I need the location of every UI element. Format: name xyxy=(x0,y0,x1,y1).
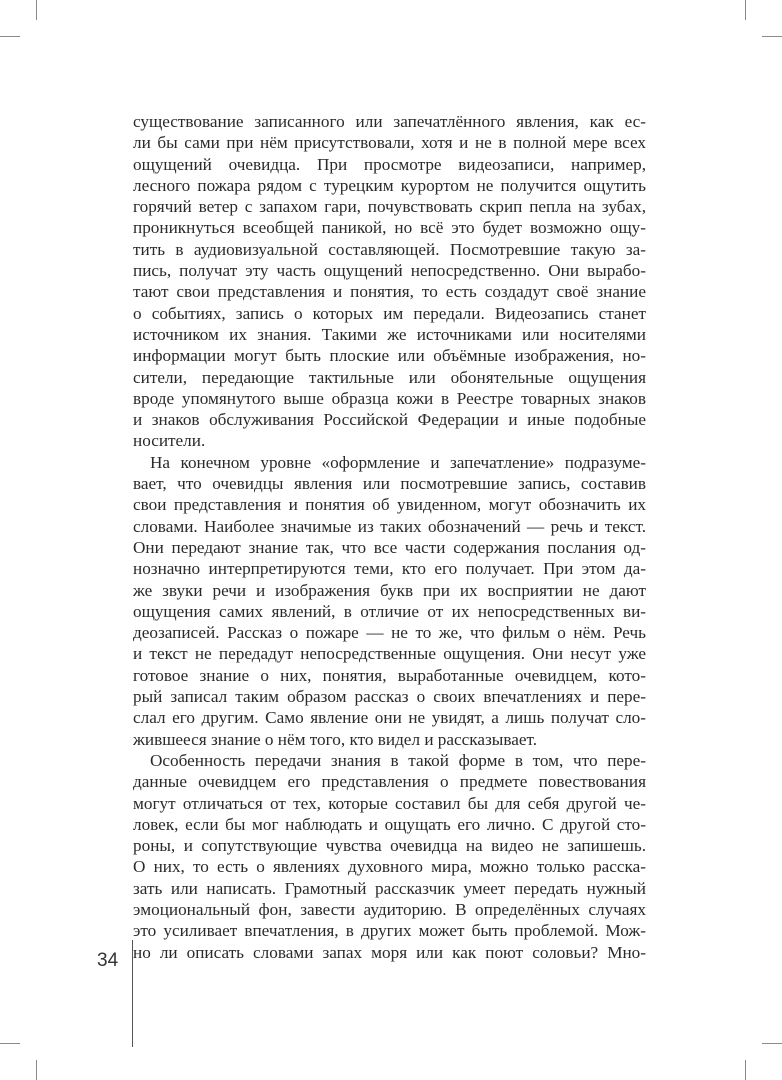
margin-rule xyxy=(132,940,133,1047)
text-line: О них, то есть о явлениях духовного мира, можно только расска- xyxy=(133,857,646,877)
text-line: тают свои представления и понятия, то есть создадут своё знание xyxy=(133,282,646,302)
crop-mark-bottom-right-horizontal xyxy=(762,1043,782,1044)
text-line: зать или написать. Грамотный рассказчик умеет передать нужный xyxy=(133,878,646,898)
text-line: тить в аудиовизуальной составляющей. Посмотревшие такую за- xyxy=(133,239,646,259)
text-line: Особенность передачи знания в такой форме в том, что пере- xyxy=(150,750,646,770)
crop-mark-bottom-right-vertical xyxy=(745,1060,746,1080)
text-line: деозаписей. Рассказ о пожаре — не то же, что фильм о нём. Речь xyxy=(133,623,646,643)
text-line: слал его другим. Само явление они не увидят, а лишь получат сло- xyxy=(133,708,646,728)
text-line: проникнуться всеобщей паникой, но всё это будет возможно ощу- xyxy=(133,218,646,238)
text-line: свои представления и понятия об увиденном, могут обозначить их xyxy=(133,495,646,515)
text-line: нозначно интерпретируются теми, кто его получает. При этом да- xyxy=(133,559,646,579)
body-text xyxy=(133,111,646,963)
text-line: вает, что очевидцы явления или посмотревшие запись, составив xyxy=(133,474,646,494)
text-line: это усиливает впечатления, в других может быть проблемой. Мож- xyxy=(133,921,646,941)
text-line: лесного пожара рядом с турецким курортом не получится ощутить xyxy=(133,175,646,195)
text-line: роны, и сопутствующие чувства очевидца на видео не запишешь. xyxy=(133,836,646,856)
text-line: рый записал таким образом рассказ о своих впечатлениях и пере- xyxy=(133,687,646,707)
crop-mark-top-left-horizontal xyxy=(0,36,20,37)
text-line: носители. xyxy=(133,431,206,451)
crop-mark-bottom-left-vertical xyxy=(36,1060,37,1080)
text-line: ощущения самих явлений, в отличие от их непосредственных ви- xyxy=(133,601,646,621)
crop-mark-top-right-horizontal xyxy=(762,36,782,37)
crop-mark-top-left-vertical xyxy=(36,0,37,20)
text-line: информации могут быть плоские или объёмные изображения, но- xyxy=(133,346,646,366)
text-line: эмоциональный фон, завести аудиторию. В определённых случаях xyxy=(133,899,646,919)
text-line: горячий ветер с запахом гари, почувствовать скрип пепла на зубах, xyxy=(133,197,646,217)
text-line: вроде упомянутого выше образца кожи в Реестре товарных знаков xyxy=(133,388,646,408)
text-line: ловек, если бы мог наблюдать и ощущать его лично. С другой сто- xyxy=(133,814,646,834)
crop-mark-bottom-left-horizontal xyxy=(0,1043,20,1044)
text-line: же звуки речи и изображения букв при их восприятии не дают xyxy=(133,580,646,600)
text-line: жившееся знание о нём того, кто видел и рассказывает. xyxy=(133,729,538,749)
text-line: и знаков обслуживания Российской Федерации и иные подобные xyxy=(133,410,646,430)
text-line: ли бы сами при нём присутствовали, хотя и не в полной мере всех xyxy=(133,133,646,153)
text-line: готовое знание о них, понятия, выработанные очевидцем, кото- xyxy=(133,665,646,685)
page-number: 34 xyxy=(97,950,119,971)
text-line: пись, получат эту часть ощущений непосредственно. Они вырабо- xyxy=(133,261,646,281)
text-line: На конечном уровне «оформление и запечатление» подразуме- xyxy=(150,452,646,472)
text-line: сители, передающие тактильные или обонятельные ощущения xyxy=(133,367,646,387)
text-line: существование записанного или запечатлённого явления, как ес- xyxy=(133,112,646,131)
text-line: словами. Наиболее значимые из таких обозначений — речь и текст. xyxy=(133,516,646,536)
text-line: но ли описать словами запах моря или как поют соловьи? Мно- xyxy=(133,942,646,962)
text-line: могут отличаться от тех, которые составил бы для себя другой че- xyxy=(133,793,646,813)
text-line: Они передают знание так, что все части содержания послания од- xyxy=(133,537,646,557)
text-line: о событиях, запись о которых им передали. Видеозапись станет xyxy=(133,303,646,323)
text-line: ощущений очевидца. При просмотре видеозаписи, например, xyxy=(133,154,646,174)
text-line: источником их знания. Такими же источниками или носителями xyxy=(133,324,646,344)
text-line: данные очевидцем его представления о предмете повествования xyxy=(133,772,646,792)
text-line: и текст не передадут непосредственные ощущения. Они несут уже xyxy=(133,644,646,664)
crop-mark-top-right-vertical xyxy=(745,0,746,20)
